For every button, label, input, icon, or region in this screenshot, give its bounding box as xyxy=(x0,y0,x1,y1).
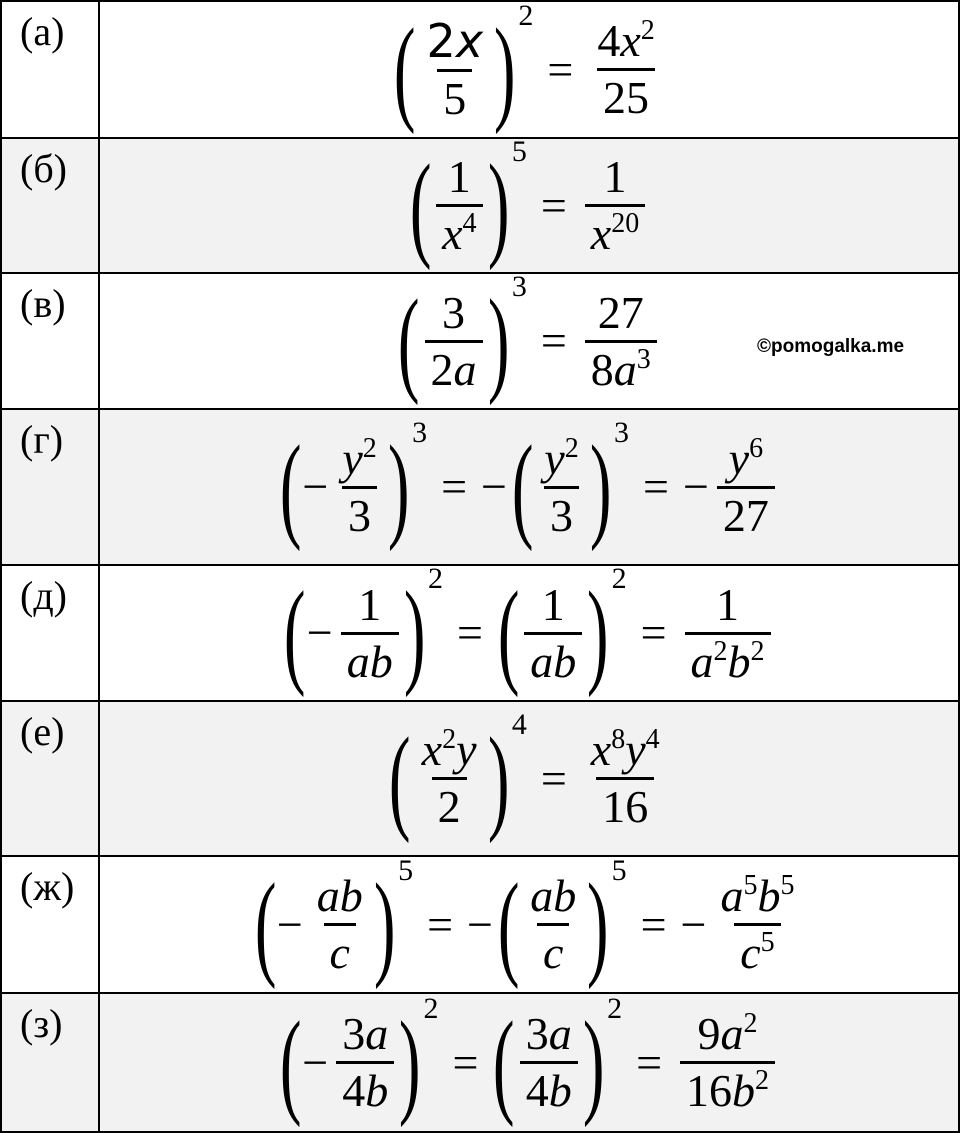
equation-b: ( $\frac{1}{x^4}$ ) 5 = $\frac{1}{x^{20}}$ xyxy=(409,147,649,265)
row-label: (г) xyxy=(1,409,99,565)
row-label: (д) xyxy=(1,565,99,701)
equation-z: ( − $\frac{3a}{4b}$ ) 2 = ( $\frac{3a}{4b}$ ) 2 = $\frac{9a^2}{16b^2}$ xyxy=(279,1004,779,1122)
equation-g: ( − $\frac{y^2}{3}$ ) 3 = − ( $\frac{y^2}{3}$ ) 3 = − $\frac{y^6}{27}$ xyxy=(279,428,779,546)
equation-cell xyxy=(99,562,959,701)
equation-d: ( − $\frac{1}{ab}$ ) 2 = ( $\frac{1}{ab}$ ) 2 = $\frac{1}{a^2b^2}$ xyxy=(283,574,774,692)
equation-cell xyxy=(99,134,959,273)
row-label: (з) xyxy=(1,993,99,1132)
equation-cell xyxy=(99,701,959,856)
equation-cell xyxy=(99,853,959,993)
row-label: (ж) xyxy=(1,856,99,993)
row-label: (а) xyxy=(1,1,99,138)
equation-cell xyxy=(99,270,959,409)
equation-cell xyxy=(99,1,959,138)
row-label: (в) xyxy=(1,273,99,409)
row-label: (е) xyxy=(1,701,99,856)
equation-cell xyxy=(99,409,959,565)
equation-a: ( $\frac{2x}{5}$ ) 2 = $\frac{4x^2}{25}$ xyxy=(394,0,655,135)
equation-zh: ( − $\frac{ab}{c}$ ) 5 = − ( $\frac{ab}{c}$ ) 5 = − $\frac{a^5b^5}{c^5}$ xyxy=(254,853,795,990)
equation-e: ( $\frac{x^2y}{2}$ ) 4 = $\frac{x^8y^4}{16}$ xyxy=(389,707,660,844)
equation-cell xyxy=(99,993,959,1132)
watermark: ©pomogalka.me xyxy=(757,336,905,357)
row-label: (б) xyxy=(1,138,99,273)
equation-v: ( $\frac{3}{2a}$ ) 3 = $\frac{27}{8a^3}$ xyxy=(397,282,661,400)
